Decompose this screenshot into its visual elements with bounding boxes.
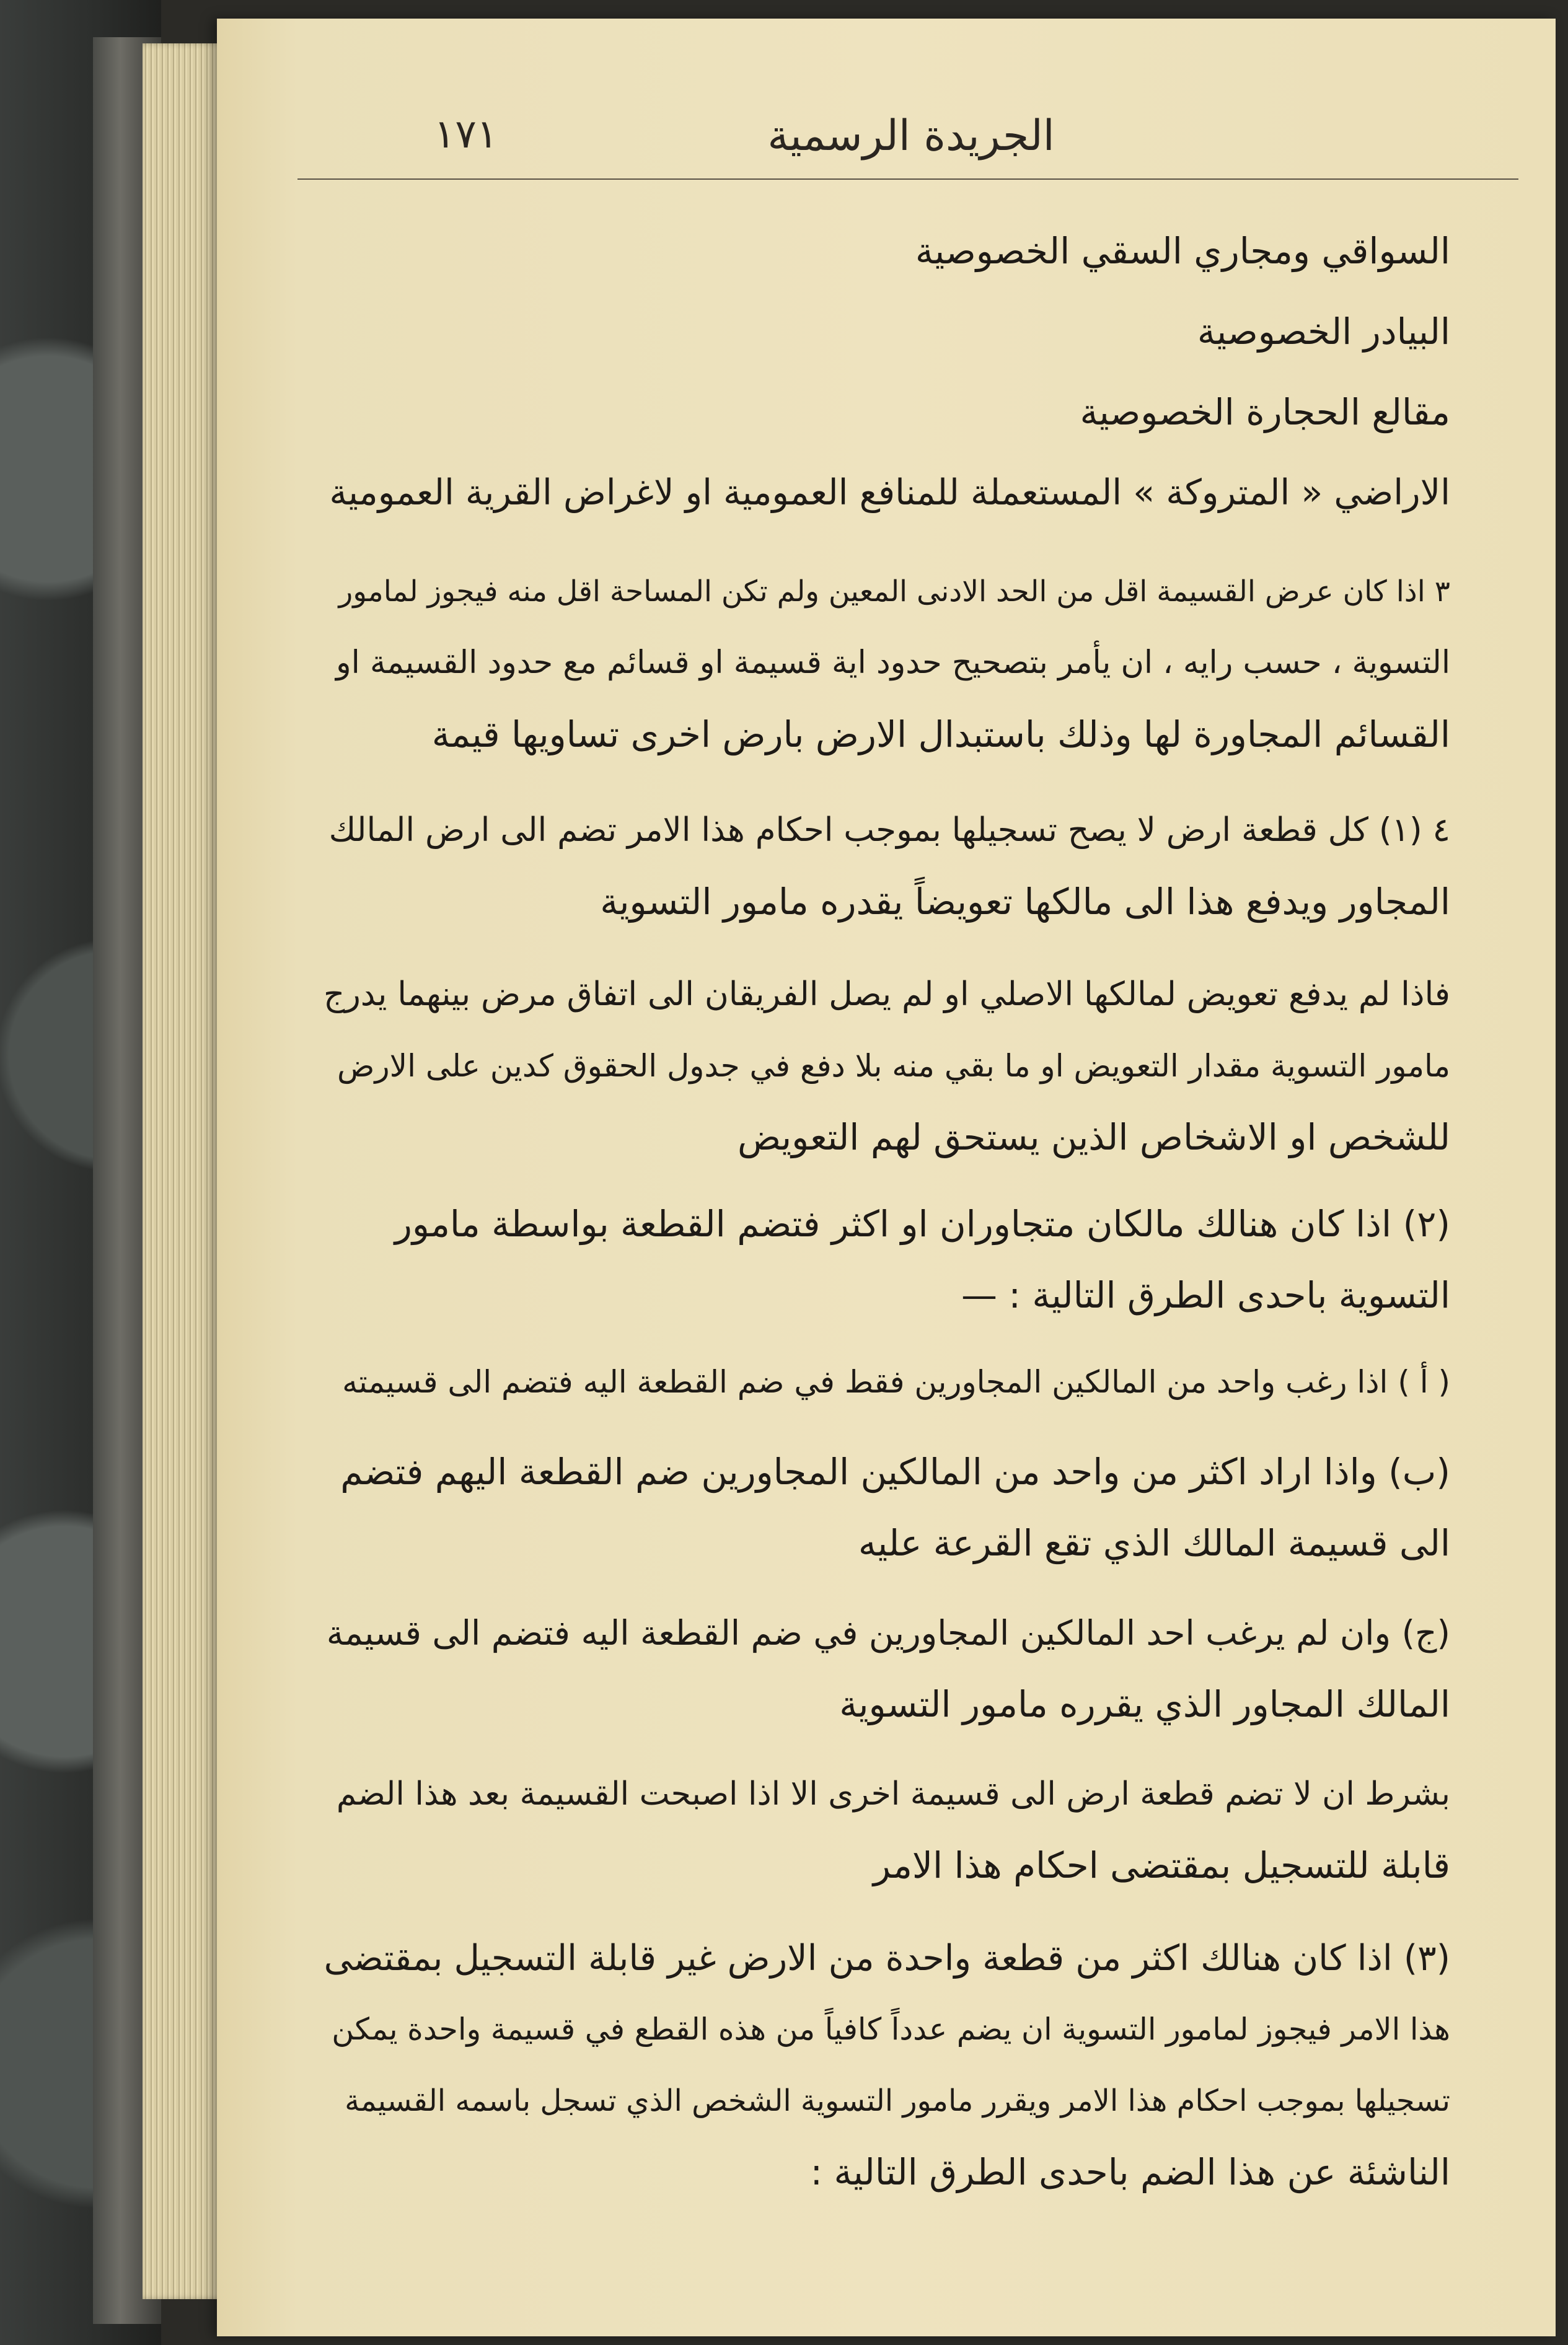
paragraph-line: المجاور ويدفع هذا الى مالكها تعويضاً يقدره مامور التسوية — [600, 881, 1450, 923]
paragraph-line: الناشئة عن هذا الضم باحدى الطرق التالية : — [810, 2151, 1450, 2193]
paragraph-line: المالك المجاور الذي يقرره مامور التسوية — [839, 1683, 1450, 1725]
paragraph-line: تسجيلها بموجب احكام هذا الامر ويقرر مامور التسوية الشخص الذي تسجل باسمه القسيمة — [345, 2083, 1450, 2118]
document-page — [217, 19, 1556, 2336]
list-item: مقالع الحجارة الخصوصية — [1080, 391, 1450, 433]
paragraph-line: (ج) وان لم يرغب احد المالكين المجاورين في ضم القطعة اليه فتضم الى قسيمة — [326, 1613, 1450, 1653]
paragraph-line: ( أ ) اذا رغب واحد من المالكين المجاورين فقط في ضم القطعة اليه فتضم الى قسيمته — [342, 1364, 1450, 1400]
list-item: السواقي ومجاري السقي الخصوصية — [915, 230, 1450, 272]
page-header — [322, 112, 1500, 180]
paragraph-line: التسوية ، حسب رايه ، ان يأمر بتصحيح حدود اية قسيمة او قسائم مع حدود القسيمة او — [336, 645, 1450, 681]
list-item: الاراضي « المتروكة » المستعملة للمنافع العمومية او لاغراض القرية العمومية — [329, 472, 1450, 513]
paragraph-line: (ب) واذا اراد اكثر من واحد من المالكين المجاورين ضم القطعة اليهم فتضم — [340, 1451, 1450, 1493]
paragraph-line: فاذا لم يدفع تعويض لمالكها الاصلي او لم يصل الفريقان الى اتفاق مرض بينهما يدرج — [324, 975, 1450, 1013]
paragraph-line: (٢) اذا كان هنالك مالكان متجاوران او اكثر فتضم القطعة بواسطة مامور — [394, 1203, 1450, 1245]
paragraph-line: التسوية باحدى الطرق التالية : — — [961, 1274, 1450, 1316]
paragraph-line: (٣) اذا كان هنالك اكثر من قطعة واحدة من الارض غير قابلة التسجيل بمقتضى — [324, 1938, 1450, 1979]
paragraph-line: ٣ اذا كان عرض القسيمة اقل من الحد الادنى المعين ولم تكن المساحة اقل منه فيجوز لمامور — [338, 574, 1450, 609]
paragraph-line: ٤ (١) كل قطعة ارض لا يصح تسجيلها بموجب احكام هذا الامر تضم الى ارض المالك — [328, 811, 1450, 849]
paragraph-line: مامور التسوية مقدار التعويض او ما بقي منه بلا دفع في جدول الحقوق كدين على الارض — [337, 1048, 1450, 1084]
page-number: ١٧١ — [434, 112, 498, 157]
list-item: البيادر الخصوصية — [1197, 310, 1450, 353]
paragraph-line: قابلة للتسجيل بمقتضى احكام هذا الامر — [873, 1844, 1450, 1886]
paragraph-line: بشرط ان لا تضم قطعة ارض الى قسيمة اخرى الا اذا اصبحت القسيمة بعد هذا الضم — [336, 1775, 1450, 1813]
paragraph-line: القسائم المجاورة لها وذلك باستبدال الارض بارض اخرى تساويها قيمة — [431, 713, 1450, 755]
paragraph-line: هذا الامر فيجوز لمامور التسوية ان يضم عدداً كافياً من هذه القطع في قسيمة واحدة يمكن — [332, 2012, 1450, 2047]
paragraph-line: للشخص او الاشخاص الذين يستحق لهم التعويض — [737, 1116, 1450, 1158]
header-rule — [297, 178, 1518, 180]
page-block-edges — [143, 43, 229, 2299]
running-title: الجريدة الرسمية — [767, 112, 1055, 161]
paragraph-line: الى قسيمة المالك الذي تقع القرعة عليه — [858, 1522, 1450, 1564]
